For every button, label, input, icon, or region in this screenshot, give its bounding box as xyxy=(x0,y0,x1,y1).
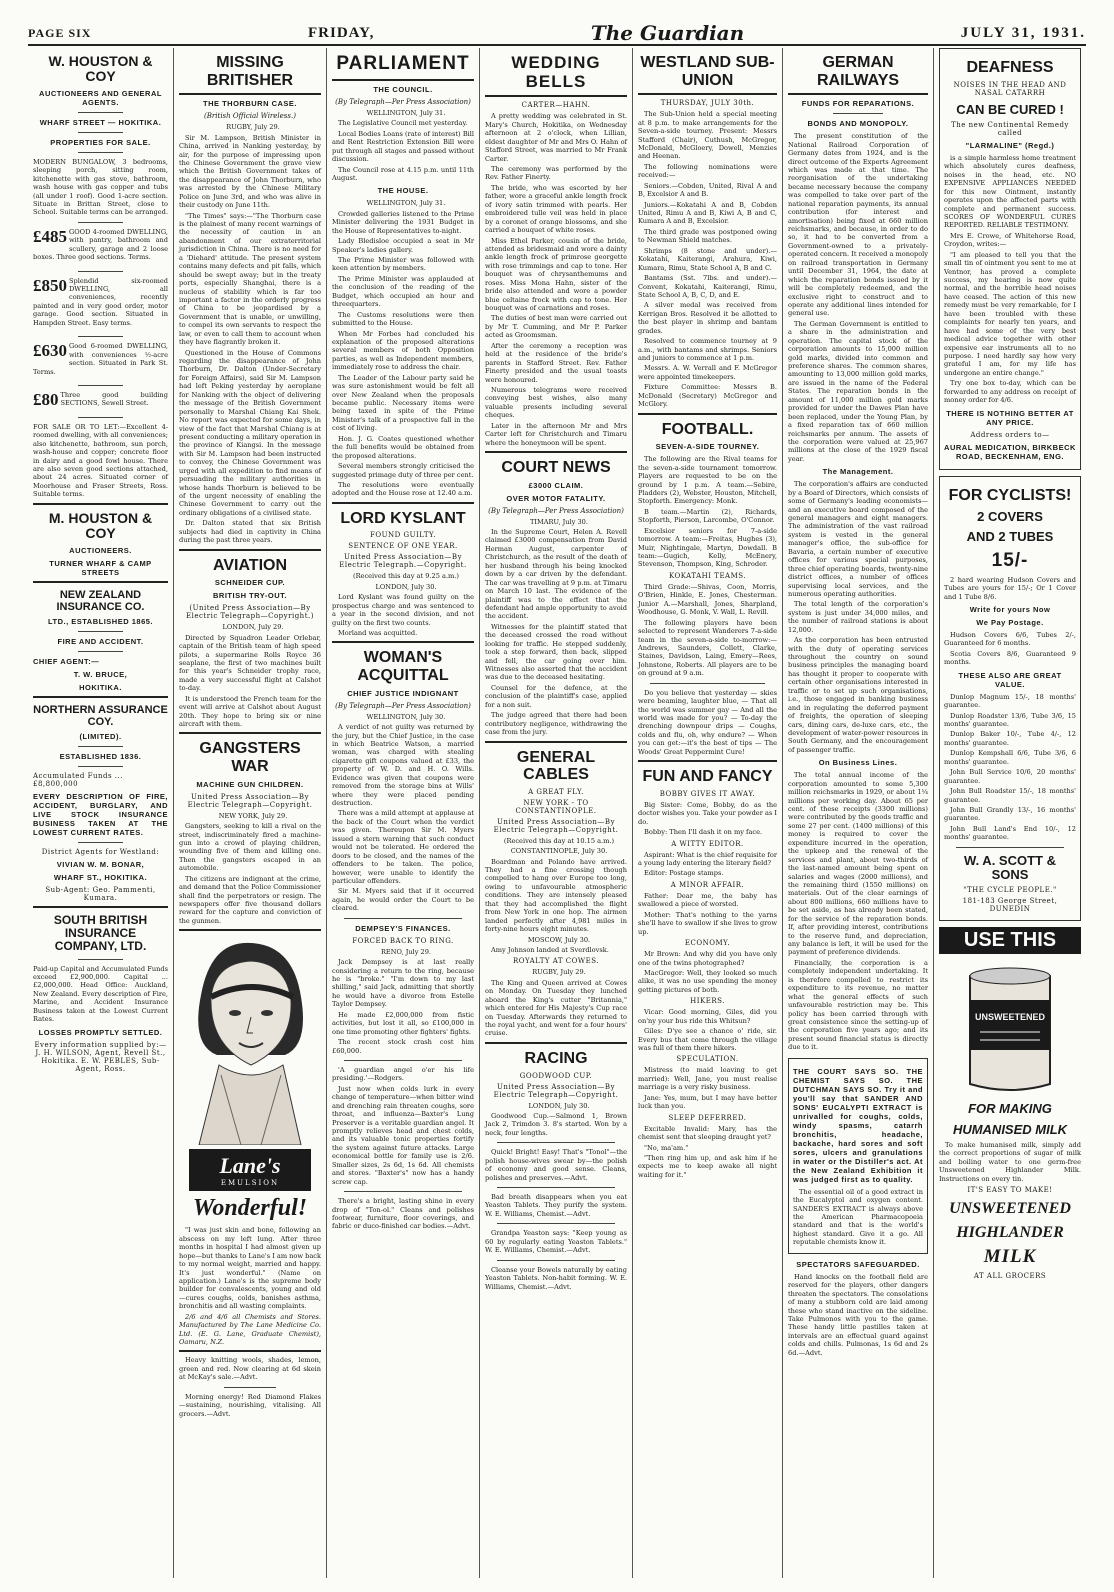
peppermint-poem: Do you believe that yesterday — skies were beaming, laughter blue, — That all the world was summer gay — And all the world was made for you? — To-day the drenching downpour drips — Coughs, colds and flu, oh, why endure? — When you can get:—it's the best of tips — The Woods' Great Peppermint Cure! xyxy=(638,688,777,756)
sanders-advert: THE COURT SAYS SO. THE CHEMIST SAYS SO. THE DUTCHMAN SAYS SO. Try it and you'll say that SANDER AND SONS' EUCALYPTI EXTRACT is unrivalled for coughs, colds, windy spasms, catarrh bronchitis, headache, backache, hard sores and soft sores, ulcers and granulations in water or the Distiller's act. At the New Zealand Exhibition it was judged first as to quality. The essential oil of a good extract in the Eucalyptol and oxygen content. SANDER'S EXTRACT is always above the American Pharmacopoeia standard and that is the world's highest standard. Give it a go. All reputable chemists know it. xyxy=(788,1058,928,1254)
missing-britisher-src: (British Official Wireless.) xyxy=(204,112,296,121)
court-news-headline: COURT NEWS xyxy=(501,459,611,476)
for-sale: FOR SALE OR TO LET:—Excellent 4-roomed dwelling, with all conveniences; also kitchenette, bathroom, sun porch, wash-house and copper; concrete floor in dairy and a good fowl house. There are also seven good sections attached, about 24 acres. Situated corner of Moorhouse and Fraser Streets, Ross. Suitable terms. xyxy=(33,422,168,499)
gangsters-headline: GANGSTERS WAR xyxy=(199,740,301,776)
column-7 xyxy=(934,48,1086,1578)
prop-2: £485 GOOD 4-roomed DWELLING, with pantry, bathroom and scullery, garage and 2 loose boxes. Three good sections. Terms. xyxy=(33,226,168,262)
nz-est: LTD., ESTABLISHED 1865. xyxy=(48,616,153,626)
prop-5: £80 Three good building SECTIONS, Sewell Street. xyxy=(33,389,168,409)
kyslant-headline: LORD KYSLANT xyxy=(340,509,466,527)
column-5: WESTLAND SUB-UNION THURSDAY, JULY 30th. The Sub-Union held a special meeting at 8 p.m. to make arrangements for the Seven-a-side tourney. Present: Messrs Stafford (Chair), Cuthush, McGregor, McDonald, McGloery, Dowell, Menzies and Heenan. The following nominations were received:— Seniors.—Cobden, United, Rival A and B, Excelsior A and B. Juniors.—Kokatahi A and B, Cobden United, Rimu A and B, Kiwi A, B and C, Kumara A and B, Excelsior. The third grade was postponed owing to Newman Shield matches. Shrimps (8 stone and under).—Kokatahi, Kaiterangi, Arahura, Kiwi, Kumara, Rimu, State School A, B and C. Bantams (Sst. 7lbs. and under).—Convent, Kokatahi, Kaiterangi, Rimu, State School A, B, C, D, and E. A silver medal was received from Kerrigan Bros. Resolved it be allotted to the best player in shrimp and bantam grades. Resolved to commence tourney at 9 a.m., with bantams and shrimps. Seniors and juniors to commence at 1 p.m. Messrs. A. W. Verrall and F. McGregor were appointed timekeepers. Fixture Committee: Messrs B. McDonald (Secretary) McGregor and McGlory. FOOTBALL. SEVEN-A-SIDE TOURNEY. The following are the Rival teams for the seven-a-side tournament tomorrow. Players are requested to be on the ground by 1 p.m. A team.—Sebire, Pladders (2), Webster, Houston, Mitchell, Stopforth. Emergency: Monk. B team.—Martin (2), Richards, Stopforth, Pierson, Larcombe, O'Connor. Excelsior seniors for 7-a-side tomorrow. A team:—Freitas, Hughes (3), Muir, Nightingale, Martyn, Dowdall. B team:—Gugich, Kelly, McEnery, Stevenson, Thompson, King, Schroder. KOKATAHI TEAMS. Third Grade:—Shivas, Coon, Morris, O'Brien, Hinkle, E. Jones, Chesterman. Junior A.—Marshall, Jones, Sharpland, Woodhouse, G. Monk, V. Wall, L. Revill. The following players have been selected to represent Wanderers 7-a-side team in the seven-a-side to-morrow:—Andrews, Saunders, Collett, Clarke, Staines, Davidson, Laing, Emery—Rees, Johnstone, Roberts. All players are to be on ground at 9 a.m. Do you believe that yesterday — skies were beaming, laughter blue, — That all the world was summer gay — And all the world was made for you? — To-day the drenching downpour drips — Coughs, colds and flu, oh, why endure? — When you can get:—it's the best of tips — The Woods' Great Peppermint Cure! FUN AND FANCY BOBBY GIVES IT AWAY. Big Sister: Come, Bobby, do as the doctor wishes you. Take your powder as I do. Bobby: Then I'll dash it on my face. A WITTY EDITOR. Aspirant: What is the chief requisite for a young lady entering the literary field? Editor: Postage stamps. A MINOR AFFAIR. Father: Dear me, the baby has swallowed a piece of worsted. Mother: That's nothing to the yarns she'll have to swallow if she lives to grow up. ECONOMY. Mr Brown: And why did you have only one of the twins photographed? MacGregor: Well, they looked so much alike, it was no use spending the money getting pictures of both. HIKERS. Vicar: Good morning, Giles, did you on'ny your bus ride this Whitsun? Giles: D'ye see a chance o' ride, sir. Every bus that come through the village was full of them there hikers. SPECULATION. Mistress (to maid leaving to get married): Well, Jane, you must realise marriage is a very risky business. Jane: Yes, mum, but I may have better luck than you. SLEEP DEFERRED. Excitable Invalid: Mary, has the chemist sent that sleeping draught yet? "No, ma'am." "Then ring him up, and ask him if he expects me to keep awake all night waiting for it." xyxy=(633,48,783,1578)
sb-settled: LOSSES PROMPTLY SETTLED. xyxy=(38,1027,163,1037)
column-4: WEDDING BELLS CARTER—HAHN. A pretty wedding was celebrated in St. Mary's Church, Hokitika, on Wednesday afternoon at 2 o'clock, when Lillian, eldest daughter of Mr and Mrs O. Hahn of Stafford Street, was married to Mr Frank Carter. The ceremony was performed by the Rev. Father Finerty. The bride, who was escorted by her father, wore a graceful ankle length frock of ivory satin trimmed with pearls. Her embroidered tulle veil was held in place by a coronet of orange blossoms, and she carried a bouquet of white roses. Miss Ethel Parker, cousin of the bride, attended as bridesmaid and wore a dainty ankle length frock of primrose georgette with rose trimmings and cap to tone. Her bouquet was of chrysanthemums and roses. Miss Mona Hahn, sister of the bride also attended and wore a powder blue celtaine frock with cap to tone. Her bouquet was of carnations and roses. The duties of best man were carried out by Mr T. Cumming, and Mr P. Parker acted as Groomsman. After the ceremony a reception was held at the residence of the bride's parents in Stafford Street. Rev. Father Finerty presided and the usual toasts were honoured. Numerous telegrams were received conveying best wishes, also many valuable presents including several cheques. Later in the afternoon Mr and Mrs Carter left for Christchurch and Timaru where the honeymoon will be spent. COURT NEWS £3000 CLAIM. OVER MOTOR FATALITY. (By Telegraph—Per Press Association) TIMARU, July 30. In the Supreme Court, Helen A. Revell claimed £3000 compensation from David Herman August, carpenter of Christchurch, as the result of the death of her husband through his being knocked down by a car driven by the defendant. The car was travelling at 9 p.m. at Timaru on March 10 last. The evidence of the plaintiff was to the effect that the defendant had ample opportunity to avoid the accident. Witnesses for the plaintiff stated that the deceased crossed the road without looking for traffic. He stepped suddenly, took a step forward, then back, slipped and fell, the car going over him. Witnesses also asserted that the accident was due to the deceased hesitating. Counsel for the defence, at the conclusion of the plaintiff's case, applied for a non suit. The judge agreed that there had been contributory negligence, withdrawing the case from the jury. GENERAL CABLES A GREAT FLY. NEW YORK - TO CONSTANTINOPLE. United Press Association—By Electric Telegraph—Copyright. (Received this day at 10.15 a.m.) CONSTANTINOPLE, July 30. Boardman and Polando have arrived. They had a fine crossing though compelled to hang over Europe too long, owing to unfavourable atmospheric conditions. They are intensely pleased that they had accomplished the flight from New York in one hop. The airmen landed perfectly after 4,981 miles in forty-nine hours eight minutes. MOSCOW, July 30. Amy Johnson landed at Sverdlovsk. ROYALTY AT COWES. RUGBY, July 29. The King and Queen arrived at Cowes on Monday. On Tuesday they lunched aboard the King's cutter "Britannia," which entered for His Majesty's Cup race on Tuesday. Afterwards they returned to the royal yacht, and went for a four hours' cruise. RACING GOODWOOD CUP. United Press Association—By Electric Telegraph—Copyright. LONDON, July 30. Goodwood Cup.—Salmond 1, Brown Jack 2, Trimdon 3. 8's started. Won by a neck, four lengths. Quick! Bright! Easy! That's "Tonol"—the polish house-wives swear by—the polish of economy and good sense. Cleans, polishes and preserves.—Advt. Bad breath disappears when you eat Yeaston Tablets. They purify the system. W. E. Williams, Chemist.—Advt. Grandpa Yeaston says: "Keep young as 60 by regularly eating Yeaston Tablets." W. E. Williams, Chemist.—Advt. Cleanse your Bowels naturally by eating Yeaston Tablets. Non-habit forming. W. E. Williams, Chemist.—Advt. xyxy=(480,48,633,1578)
prop-4-price: £630 xyxy=(33,341,67,361)
spectators-headline: SPECTATORS SAFEGUARDED. xyxy=(796,1259,920,1269)
westland-headline: WESTLAND SUB-UNION xyxy=(640,54,775,89)
columns xyxy=(28,48,1086,1578)
date: JULY 31, 1931. xyxy=(960,24,1086,41)
nz-town: HOKITIKA. xyxy=(79,682,122,692)
general-cables-headline: GENERAL CABLES xyxy=(516,748,596,784)
racing-headline: RACING xyxy=(524,1049,588,1067)
missing-britisher-headline: MISSING BRITISHER xyxy=(206,54,294,89)
highlander-milk-advert: USE THIS UNSWEETENED FOR MAKING HUMANISED MILK To make humanised milk, simply add the correct proportions of sugar of milk and boiling water to one germ-free Unsweetened Highlander Milk. Instructions on every tin. IT'S EASY TO MAKE! UNSWEETENED HIGHLANDER MILK AT ALL GROCERS xyxy=(939,929,1081,1281)
german-railways-headline: GERMAN RAILWAYS xyxy=(816,54,900,89)
northern-agent-addr: WHARF ST., HOKITIKA. xyxy=(53,872,148,882)
prop-2-price: £485 xyxy=(33,226,67,246)
northern-funds: Accumulated Funds ... £8,800,000 xyxy=(33,771,123,788)
northern-title: NORTHERN ASSURANCE COY. xyxy=(33,703,168,728)
wedding-headline: WEDDING BELLS xyxy=(511,53,601,91)
prop-3: £850 Splendid six-roomed DWELLING, all conveniences, recently painted and in very good order, motor garage. Good section. Situated in Hampden Street. Easy terms. xyxy=(33,275,168,327)
props-head: PROPERTIES FOR SALE. xyxy=(50,137,151,147)
northern-sub: Sub-Agent: Geo. Pammenti, Kumara. xyxy=(45,885,156,902)
football-headline: FOOTBALL. xyxy=(661,420,754,438)
woman-portrait-illustration xyxy=(181,935,319,1145)
day: FRIDAY, xyxy=(308,24,375,41)
northern-ltd: (LIMITED). xyxy=(79,731,122,741)
milk-can-icon xyxy=(940,956,1080,1096)
houston-sub: AUCTIONEERS AND GENERAL AGENTS. xyxy=(39,88,162,107)
svg-text:UNSWEETENED: UNSWEETENED xyxy=(974,1012,1046,1023)
prop-3-price: £850 xyxy=(33,275,67,295)
dempsey-headline: DEMPSEY'S FINANCES. xyxy=(355,923,451,933)
column-3: PARLIAMENT THE COUNCIL. (By Telegraph—Per Press Association) WELLINGTON, July 31. The Legislative Council met yesterday. Local Bodies Loans (rate of interest) Bill and Rent Restriction Extension Bill were put through all stages and passed without discussion. The Council rose at 4.15 p.m. until 11th August. THE HOUSE. WELLINGTON, July 31. Crowded galleries listened to the Prime Minister delivering the 1931 Budget in the House of Representatives to-night. Lady Bledisloe occupied a seat in Mr Speaker's ladies gallery. The Prime Minister was followed with keen attention by members. The Prime Minister was applauded at the conclusion of the reading of the Budget, which occupied an hour and threequarters. The Customs resolutions were then submitted to the House. When Mr Forbes had concluded his explanation of the proposed alterations several members of both Opposition parties, as well as Independent members, immediately rose to address the chair. The Leader of the Labour party said he was sure astonishment would be felt all over New Zealand when the proposals became public. Necessary items were being taxed in spite of the Prime Minister's talk of a prospective fall in the cost of living. Hon. J. G. Coates questioned whether the full benefits would be obtained from the proposed alterations. Several members strongly criticised the suggested primage duty of three per cent. The resolutions were eventually adopted and the House rose at 12.40 a.m. LORD KYSLANT FOUND GUILTY. SENTENCE OF ONE YEAR. United Press Association—By Electric Telegraph.—Copyright. (Received this day at 9.25 a.m.) LONDON, July 30. Lord Kyslant was found guilty on the prospectus charge and was sentenced to a year in the second division, and not guilty on the first two counts. Morland was acquitted. WOMAN'S ACQUITTAL CHIEF JUSTICE INDIGNANT (By Telegraph—Per Press Association) WELLINGTON, July 30. A verdict of not guilty was returned by the jury, but the Chief Justice, in the case in which Beatrice Watson, a married woman, was charged with stealing cigarette gift coupons valued at £33, the property of W. D. and H. O. Wills. Evidence was given that coupons were removed from the storage bins at Wills' where they were placed pending destruction. There was a mild attempt at applause at the back of the Court when the verdict was given. Thereupon Sir M. Myers issued a stern warning that such conduct would not be tolerated. He ordered the doors to be closed, and the names of the offenders to be taken. The police, however, were unable to identify the particular offenders. Sir M. Myers said that if it occurred again, he would order the Court to be cleared. DEMPSEY'S FINANCES. FORCED BACK TO RING. RENO, July 29. Jack Dempsey is at last really considering a return to the ring, because he is "broke." "I'm down to my last shilling," said Jack, admitting that shortly he would have a divorce from Estelle Taylor Dempsey. He made £2,000,000 from fistic activities, but lost it all, so £100,000 in one time promoting other fighters' fights. The recent stock crash cost him £60,000. 'A guardian angel o'er his life presiding.'—Rodgers. Just now when colds lurk in every change of temperature—when bitter wind and drenching rain threaten coughs, sore throat, and influenza—Baxter's Lung Preserver is a veritable guardian angel. It promptly relieves head and chest colds, and its valuable tonic properties fortify the system against future attacks. Large economical bottle for family use is 2/6. Smaller sizes, 2s 6d, 1s 6d. All chemists and stores. "Baxter's" now has a handy screw cap. There's a bright, lasting shine in every drop of "Ton-ol." Cleans and polishes footwear, furniture, floor coverings, and fabric or duco-finished car bodies.—Advt. xyxy=(327,48,480,1578)
page-number: PAGE SIX xyxy=(28,25,92,40)
prop-1: MODERN BUNGALOW, 3 bedrooms, sleeping porch, sitting room, kitchenette with gas stove, bathroom, wash house with gas copper and tubs (all under 1 roof). Good 1-acre section. Situate in Brittan Street, close to School. Suitable terms can be arranged. xyxy=(33,157,168,217)
nz-title: NEW ZEALAND INSURANCE CO. xyxy=(56,588,145,613)
northern-est: ESTABLISHED 1836. xyxy=(59,751,142,761)
houston-addr: WHARF STREET — HOKITIKA. xyxy=(39,117,162,127)
nz-agent-label: CHIEF AGENT:— xyxy=(33,656,100,666)
column-1 xyxy=(28,48,174,1578)
masthead xyxy=(28,22,1086,46)
aviation-headline: AVIATION xyxy=(212,556,288,574)
missing-britisher-sub: THE THORBURN CASE. xyxy=(202,99,297,109)
northern-agents: District Agents for Westland: xyxy=(41,847,160,856)
paper-title: The Guardian xyxy=(590,21,745,45)
houston2-title: M. HOUSTON & COY xyxy=(48,509,153,542)
parliament-headline: PARLIAMENT xyxy=(336,53,470,74)
deafness-advert: DEAFNESS NOISES IN THE HEAD AND NASAL CATARRH CAN BE CURED ! The new Continental Remedy called "LARMALINE" (Regd.) is a simple harmless home treatment which absolutely cures deafness, noises in the head, etc. NO EXPENSIVE APPLIANCES NEEDED for this new Ointment, instantly operates upon the affected parts with complete and permanent success. SCORES OF WONDERFUL CURES REPORTED. RELIABLE TESTIMONY. Mrs E. Crowe, of Whitehorse Road, Croydon, writes:— "I am pleased to tell you that the small tin of ointment you sent to me at Ventnor, has proved a complete success, my hearing is now quite normal, and the horrible head noises have ceased. The action of this new remedy must be very remarkable, for I have been troubled with these complaints for nearly ten years, and have had some of the very best medical advice together with other expensive ear instruments all to no purpose. I need hardly say how very grateful I am, for my life has undergone an entire change." Try one box to-day, which can be forwarded to any address on receipt of money order for 4/6. THERE IS NOTHING BETTER AT ANY PRICE. Address orders to— AURAL MEDICATION, BIRKBECK ROAD, BECKENHAM, ENG. xyxy=(939,48,1081,470)
northern-agent-name: VIVIAN W. M. BONAR, xyxy=(56,859,145,869)
fun-and-fancy-headline: FUN AND FANCY xyxy=(642,768,773,786)
prop-4: £630 Good 6-roomed DWELLING, with conveniences ½-acre section. Situated in Park St. Terms. xyxy=(33,341,168,376)
column-2: MISSING BRITISHER THE THORBURN CASE. (British Official Wireless.) RUGBY, July 29. Sir M. Lampson, British Minister in China, arrived in Nanking yesterday, by air, for the purpose of impressing upon the Chinese Government the grave view which the British Government takes of the disappearance of John Thorburn, who was arrested by the Chinese Military Police on June 3rd, and who was alive in their custody on June 11th. "The Times" says:—"The Thorburn case is the plainest of many recent warnings of the necessity of caution in an abandonment of our extraterritorial jurisdiction in China. There is no need for a 'Diehard' attitude. The present system contains many defects and pit falls, which should be swept away; but in the treaty ports, especially Shanghai, there is a nucleus of stability which is far too important a factor in the orderly progress of China to be jeopardised by a Government that is unable, or unwilling, to compel its own servants to respect the law, or even to call them to account when they have flagrantly broken it. Questioned in the House of Commons regarding the disappearance of John Thorburn, Dr. Dalton (Under-Secretary for Foreign Affairs), said Sir M. Lampson had left Peking yesterday by aeroplane for Nanking with the object of delivering the message of the British Government personally to Marshal Chiang Kai Shek. No report was expected for some days, in view of the fact that Marshal Chiang is at present conducting a military operation in the province of Kiangsi. In the message with Sir M. Lampson had been instructed to convey, the Chinese Government was urged with all expedition to find means of persuading the military authorities in whose hands Thorburn is believed to be of the urgent necessity of enabling the Chinese Government to carry out the ordinary obligations of a civilised state. Dr. Dalton stated that six British subjects had died in captivity in China during the past three years. AVIATION SCHNEIDER CUP. BRITISH TRY-OUT. (United Press Association—By Electric Telegraph—Copyright.) LONDON, July 29. Directed by Squadron Leader Orlebar, captain of the British team of high speed pilots, a supermarine Rolls Royce 36 seaplane, the first of two machines built for this year's Schneider trophy race, made a very successful flight at Calshot to-day. It is understood the French team for the event will arrive at Calshot about August 20th. They hope to bring six or nine aircraft with them. GANGSTERS WAR MACHINE GUN CHILDREN. United Press Association—By Electric Telegraph—Copyright. NEW YORK, July 29. Gangsters, seeking to kill a rival on the street, indiscriminately fired a machine-gun into a crowd of playing children, wounding five of them and killing one. Then the gangsters escaped in an automobile. The citizens are indignant at the crime, and demand that the Police Commissioner shall find the perpetrators or resign. The newspapers offer five thousand dollars reward for the capture and conviction of the gunmen. Lane's EMULSION Wonderful! "I was just skin and bone, following an abscess on my left lung. After three months in hospital I had almost given up hope—but thanks to Lane's I am now back to my normal weight, married and happy. It's just wonderful." (Name on application.) Lane's is the supreme body builder for convalescents, young and old—cures coughs, colds, banishes asthma, bronchitis and all wasting complaints. 2/6 and 4/6 all Chemists and Stores. Manufactured by The Lane Medicine Co. Ltd. (E. G. Lane, Graduate Chemist), Oamaru, N.Z. Heavy knitting wools, shades, lemon, green and red. Now clearing at 6d skein at McKay's sale.—Advt. Morning energy! Red Diamond Flakes —sustaining, nourishing, vitalising. All grocers.—Advt. xyxy=(174,48,327,1578)
nz-agent: T. W. BRUCE, xyxy=(73,669,128,679)
acquittal-headline: WOMAN'S ACQUITTAL xyxy=(357,649,449,685)
houston2-sub: AUCTIONEERS. xyxy=(69,545,132,555)
column-6: GERMAN RAILWAYS FUNDS FOR REPARATIONS. BONDS AND MONOPOLY. The present constitution of the National Railroad Corporation of Germany dates from 1924, and is the direct outcome of the Experts Agreement which was made at that time. The reorganisation of the undertaking became necessary because the company was compelled to take over part of the national reparation payments, its annual contribution (for interest and amortisation) being fixed at 660 million reichsmarks, and because, in order to do so, it had to be converted from a Government-owned to a privately-operated concern. It received a monopoly on railroad transportation in Germany until December 31, 1964, the date at which the reparation bonds issued by it will be completely redeemed, and the exclusive right to construct and to operate any additional lines intended for general use. The German Government is entitled to a share in the administration and operation. The capital stock of the corporation amounts to 15,000 million gold marks, divided into common and preference shares. The common shares, amounting to 13,000 million gold marks, are issued in the name of the Federal States. The reparation bonds in the amount of 11,000 million gold marks provided for under the Dawes Plan have been replaced, under the Young Plan, by a fixed reparation tax of 660 million reichsmarks per annum. The assets of the corporation were valued at 25,967 millions at the close of the 1929 fiscal year. The Management. The corporation's affairs are conducted by a Board of Directors, which consists of some of Germany's leading economists—and an executive board composed of the general managers and eight managers. The administration of the vast railroad system is vested in the general manager's office, the sub-office for Bavaria, a certain number of executive offices for various special purposes, three chief operating boards, twenty-nine district offices, a number of offices supervising local services, and the numerous operating authorities. The total length of the corporation's system is just under 34,000 miles, and the number of railroad stations is about 12,000. As the corporation has been entrusted with the duty of operating services throughout the country on sound business principles the managing board has thought it proper to cooperate with certain other organisations interested in traffic or to set up such organisations, i.e., those engaged in banking business and in regulating the deferred payment of freights, the operation of sleeping cars, dining cars, de-luxe cars, etc., the development of water-power resources in South Germany, and the encouragement of passenger traffic. On Business Lines. The total annual income of the corporation amounted to some 5,300 million reichsmarks in 1929, or about 1¼ millions per working day. About 65 per cent. of these receipts (3300 millions) were contributed by the goods traffic and some 27 per cent. (1400 millions) of this money is required to cover the expenditure incurred in the operation, the upkeep and the renewal of the services and plant, about two-thirds of the last-named amount being spent on salaries and wages (2000 millions), and the remaining third (1550 millions) on materials. Out of the clear earnings of about 800 millions, 660 millions have to be set aside, as has already been stated, for the service of the reparation bonds. If, after providing interest, contributions to the reserve fund, and depreciation, any balance is left, it will be used for the payment of preference dividends. Financially, the corporation is a completely independent undertaking. It is therefore compelled to restrict its expenditure to its revenue, no matter what the general effects of such unfavourable restriction may be. This policy has been carried through with great consistence since the setting-up of the corporation five years ago; and its present sound financial status is directly due to it. THE COURT SAYS SO. THE CHEMIST SAYS SO. THE DUTCHMAN SAYS SO. Try it and you'll say that SANDER AND SONS' EUCALYPTI EXTRACT is unrivalled for coughs, colds, windy spasms, catarrh bronchitis, headache, backache, hard sores and soft sores, ulcers and granulations in water or the Distiller's act. At the New Zealand Exhibition it was judged first as to quality. The essential oil of a good extract in the Eucalyptol and oxygen content. SANDER'S EXTRACT is always above the American Pharmacopoeia standard and that is the world's highest standard. Give it a go. All reputable chemists know it. SPECTATORS SAFEGUARDED. Hand knocks on the football field are reserved for the players, other dangers threaten the spectators. The consolations of many a stubborn cold are laid among these who stand inactive on the sideline. Take Pulmonos with you to the game. These handy little pastilles taken at intervals are an effectual guard against colds and chills. Pulmonas, 1s 6d and 2s 6d.—Advt. xyxy=(783,48,934,1578)
prop-5-price: £80 xyxy=(33,389,59,409)
lanes-logo: Lane's EMULSION xyxy=(189,1149,311,1191)
sb-title: SOUTH BRITISH INSURANCE COMPANY, LTD. xyxy=(53,912,148,954)
houston-title: W. HOUSTON & COY xyxy=(48,53,153,85)
nz-fire: FIRE AND ACCIDENT. xyxy=(57,636,144,646)
lanes-advert: Lane's EMULSION Wonderful! "I was just skin and bone, following an abscess on my left lung. After three months in hospital I had almost given up hope—but thanks to Lane's I am now back to my normal weight, married and happy. It's just wonderful." (Name on application.) Lane's is the supreme body builder for convalescents, young and old—cures coughs, colds, banishes asthma, bronchitis and all wasting complaints. 2/6 and 4/6 all Chemists and Stores. Manufactured by The Lane Medicine Co. Ltd. (E. G. Lane, Graduate Chemist), Oamaru, N.Z. xyxy=(179,935,321,1346)
houston2-addr: TURNER WHARF & CAMP STREETS xyxy=(49,558,152,577)
sb-info: Every information supplied by:— J. H. WILSON, Agent, Revell St., Hokitika. E. W. PEBLES, Sub-Agent, Ross. xyxy=(34,1040,167,1073)
cyclists-advert: FOR CYCLISTS! 2 COVERS AND 2 TUBES 15/- 2 hard wearing Hudson Covers and Tubes are yours for 15/-; Or 1 Cover and 1 Tube 8/6. Write for yours Now We Pay Postage. Hudson Covers 6/6, Tubes 2/-, Guaranteed for 6 months. Scotia Covers 8/6, Guaranteed 9 months. THESE ALSO ARE GREAT VALUE. Dunlop Magnum 15/-, 18 months' guarantee. Dunlop Roadster 13/6, Tube 3/6, 15 months' guarantee. Dunlop Baker 10/-, Tube 4/-, 12 months' guarantee. Dunlop Kempshall 6/6, Tube 3/6, 6 months' guarantee. John Bull Service 10/6, 20 months' guarantee. John Bull Roadster 15/-, 18 months' guarantee. John Bull Grandly 13/-, 16 months' guarantee. John Bull Land's End 10/-, 12 months' guarantee. W. A. SCOTT & SONS "THE CYCLE PEOPLE." 181-183 George Street, DUNEDIN xyxy=(939,476,1081,922)
sb-text: Paid-up Capital and Accumulated Funds exceed £2,900,000. Capital ... £2,000,000. Head Office: Auckland, New Zealand. Every description of Fire, Marine, and Accident Insurance Business taken at the Lowest Current Rates. xyxy=(33,964,168,1024)
northern-desc: EVERY DESCRIPTION OF FIRE, ACCIDENT, BURGLARY, AND LIVE STOCK INSURANCE BUSINESS TAKEN AT THE LOWEST CURRENT RATES. xyxy=(33,791,168,837)
wonderful-slogan: Wonderful! xyxy=(192,1195,308,1222)
